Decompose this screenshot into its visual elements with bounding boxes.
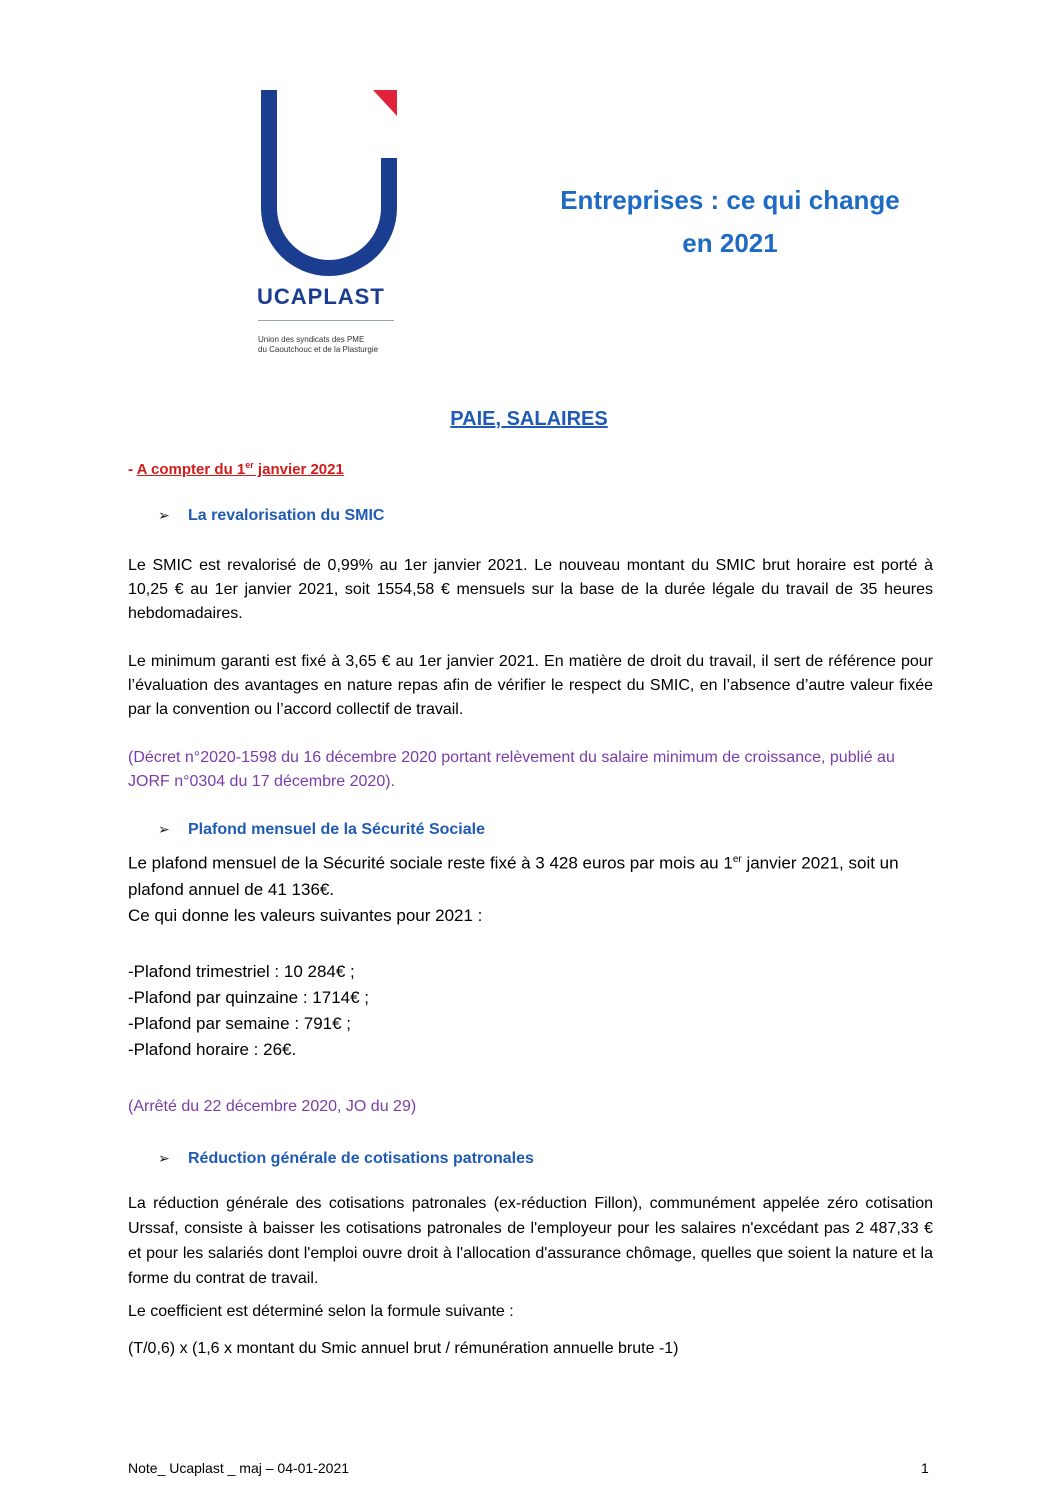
pss-heading: ➢ Plafond mensuel de la Sécurité Sociale [158,821,485,838]
pss-item: -Plafond par semaine : 791€ ; [128,1014,352,1033]
logo-name: UCAPLAST [257,284,385,309]
logo-subtitle-line2: du Caoutchouc et de la Plasturgie [258,345,379,354]
page-number: 1 [921,1460,929,1476]
reduction-paragraph-2: Le coefficient est déterminé selon la formule suivante : [128,1303,514,1320]
smic-reference: (Décret n°2020-1598 du 16 décembre 2020 portant relèvement du salaire minimum de croissance, publié au JORF n°0304 du 17 décembre 2020). [128,749,895,790]
arrow-bullet-icon: ➢ [158,507,170,523]
date-text: A compter du 1er janvier 2021 [136,460,344,478]
pss-paragraph-2: Ce qui donne les valeurs suivantes pour 2021 : [128,906,483,925]
section-heading: PAIE, SALAIRES [450,408,608,430]
pss-item: -Plafond par quinzaine : 1714€ ; [128,988,370,1007]
smic-paragraph-2: Le minimum garanti est fixé à 3,65 € au 1er janvier 2021. En matière de droit du travail, il sert de référence pour l’évaluation des avantages en nature repas afin de vérifier le respect du SMIC, en l’absence d’autre valeur fixée par la convention ou l’accord collectif de travail. [128,653,933,718]
pss-reference: (Arrêté du 22 décembre 2020, JO du 29) [128,1098,417,1115]
pss-paragraph-1: Le plafond mensuel de la Sécurité sociale reste fixé à 3 428 euros par mois au 1er janvier 2021, soit un plafond annuel de 41 136€. [128,853,899,899]
reduction-formula: (T/0,6) x (1,6 x montant du Smic annuel brut / rémunération annuelle brute -1) [128,1340,679,1357]
logo-subtitle [258,335,408,355]
logo-red-flag [373,90,397,116]
smic-paragraph-1: Le SMIC est revalorisé de 0,99% au 1er janvier 2021. Le nouveau montant du SMIC brut horaire est porté à 10,25 € au 1er janvier 2021, soit 1554,58 € mensuels sur la base de la durée légale du travail de 35 heures hebdomadaires. [128,557,933,622]
date-line [128,460,344,478]
pss-item: -Plafond trimestriel : 10 284€ ; [128,962,355,981]
reduction-paragraph-1: La réduction générale des cotisations patronales (ex-réduction Fillon), communément appelée zéro cotisation Urssaf, consiste à baisser les cotisations patronales de l'employeur pour les salaires n'excédant pas 2 487,33 € et pour les salariés dont l'emploi ouvre droit à l'allocation d'assurance chômage, quelles que soient la nature et la forme du contrat de travail. [128,1195,933,1287]
ucaplast-logo [255,88,405,278]
page-title-line1: Entreprises : ce qui change [560,185,900,215]
logo-u-shape [261,90,397,276]
arrow-bullet-icon: ➢ [158,821,170,837]
arrow-bullet-icon: ➢ [158,1150,170,1166]
logo-subtitle-line1: Union des syndicats des PME [258,335,365,344]
reduction-heading: ➢ Réduction générale de cotisations patronales [158,1150,534,1167]
page-title-line2: en 2021 [682,228,778,258]
logo-divider [258,320,394,321]
pss-item: -Plafond horaire : 26€. [128,1040,297,1059]
smic-heading: ➢ La revalorisation du SMIC [158,507,385,524]
date-prefix: - [128,461,137,478]
footer-note: Note_ Ucaplast _ maj – 04-01-2021 [128,1460,350,1476]
